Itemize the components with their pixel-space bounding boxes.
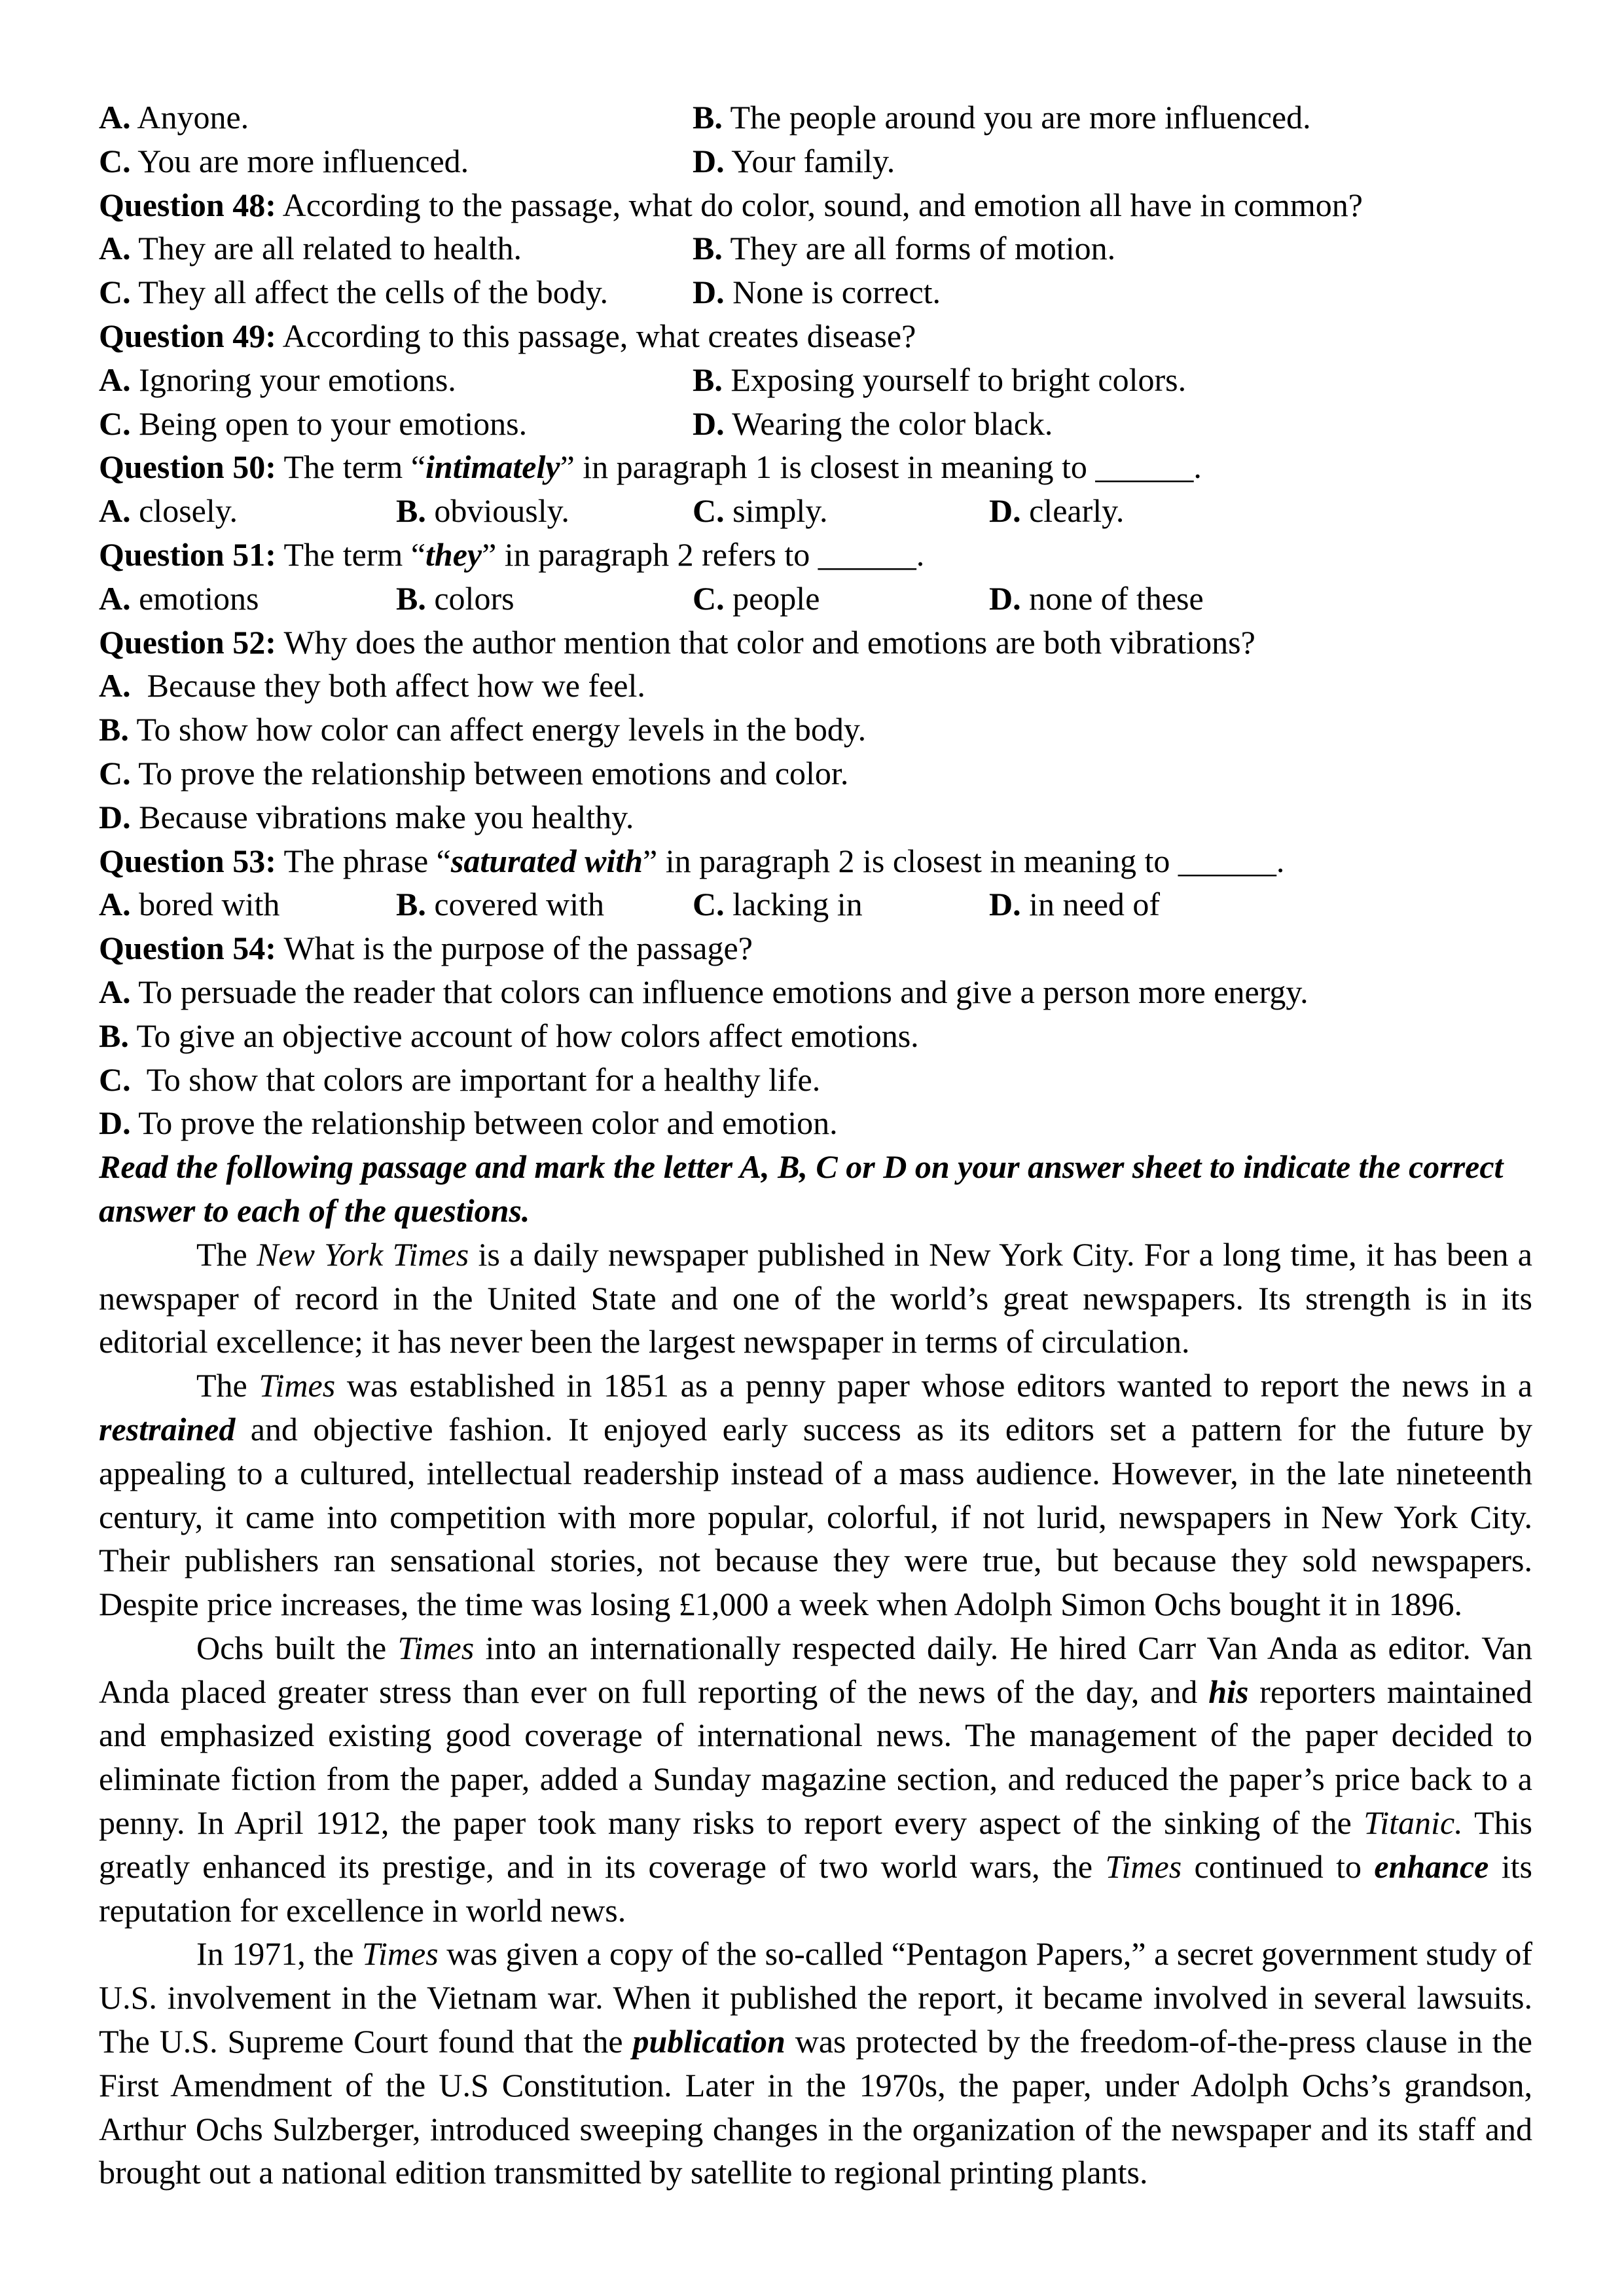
q50-option-d: D. clearly.: [989, 492, 1125, 530]
q50-options: [99, 489, 1532, 533]
q50-option-b: B. obviously.: [396, 492, 569, 530]
q49-option-c: C. Being open to your emotions.: [99, 405, 528, 442]
reading-instruction: Read the following passage and mark the letter A, B, C or D on your answer sheet to indicate the correct answer to each of the questions.: [99, 1148, 1504, 1229]
q52-option-c: C. To prove the relationship between emotions and color.: [99, 754, 849, 792]
q48-option-d: D. None is correct.: [693, 274, 941, 311]
q53-option-c: C. lacking in: [693, 886, 863, 923]
q48-option-c: C. They all affect the cells of the body.: [99, 274, 608, 311]
q49-option-b: B. Exposing yourself to bright colors.: [693, 361, 1187, 398]
q48-option-b: B. They are all forms of motion.: [693, 230, 1116, 267]
exam-page: [99, 96, 1532, 2195]
passage-paragraph-2: The Times was established in 1851 as a penny paper whose editors wanted to report the news in a restrained and objective fashion. It enjoyed early success as its editors set a pattern for the future by appealing to a cultured, intellectual readership instead of a mass audience. However, in the late nineteenth century, it came into competition with more popular, colorful, if not lurid, newspapers in New York City. Their publishers ran sensational stories, not because they were true, but because they sold newspapers. Despite price increases, the time was losing £1,000 a week when Adolph Simon Ochs bought it in 1896.: [99, 1367, 1533, 1623]
q54-option-d: D. To prove the relationship between color and emotion.: [99, 1104, 838, 1142]
q51-option-b: B. colors: [396, 579, 514, 617]
q54-option-c: C. To show that colors are important for a healthy life.: [99, 1061, 821, 1098]
q47-options-row-1: [99, 96, 1532, 139]
q53-option-a: A. bored with: [99, 886, 280, 923]
q47-option-a: A. Anyone.: [99, 99, 249, 136]
q47-option-b: B. The people around you are more influenced.: [693, 99, 1311, 136]
q54-option-a: A. To persuade the reader that colors can influence emotions and give a person more energy.: [99, 973, 1308, 1010]
q48-options-row-2: [99, 270, 1532, 314]
q51-options: [99, 577, 1532, 621]
q52-option-d: D. Because vibrations make you healthy.: [99, 798, 634, 835]
q51-option-d: D. none of these: [989, 579, 1204, 617]
question-50: Question 50: The term “intimately” in paragraph 1 is closest in meaning to ______.: [99, 448, 1202, 486]
question-54: Question 54: What is the purpose of the passage?: [99, 930, 753, 967]
q51-option-a: A. emotions: [99, 579, 259, 617]
q50-option-a: A. closely.: [99, 492, 238, 530]
q49-option-d: D. Wearing the color black.: [693, 405, 1053, 442]
q53-option-b: B. covered with: [396, 886, 604, 923]
question-48: Question 48: According to the passage, what do color, sound, and emotion all have in common?: [99, 186, 1363, 223]
q51-option-c: C. people: [693, 579, 820, 617]
q53-option-d: D. in need of: [989, 886, 1161, 923]
question-52: Question 52: Why does the author mention that color and emotions are both vibrations?: [99, 623, 1255, 661]
q49-option-a: A. Ignoring your emotions.: [99, 361, 456, 398]
q52-option-a: A. Because they both affect how we feel.: [99, 667, 645, 704]
question-51: Question 51: The term “they” in paragraph 2 refers to ______.: [99, 536, 925, 573]
q54-option-b: B. To give an objective account of how colors affect emotions.: [99, 1017, 919, 1054]
q52-option-b: B. To show how color can affect energy levels in the body.: [99, 711, 867, 748]
q47-option-d: D. Your family.: [693, 142, 895, 179]
q49-options-row-2: [99, 402, 1532, 446]
q47-option-c: C. You are more influenced.: [99, 142, 469, 179]
passage-paragraph-4: In 1971, the Times was given a copy of the so-called “Pentagon Papers,” a secret government study of U.S. involvement in the Vietnam war. When it published the report, it became involved in several lawsuits. The U.S. Supreme Court found that the publication was protected by the freedom-of-the-press clause in the First Amendment of the U.S Constitution. Later in the 1970s, the paper, under Adolph Ochs’s grandson, Arthur Ochs Sulzberger, introduced sweeping changes in the organization of the newspaper and its staff and brought out a national edition transmitted by satellite to regional printing plants.: [99, 1935, 1533, 2191]
q49-options-row-1: [99, 358, 1532, 402]
q50-option-c: C. simply.: [693, 492, 828, 530]
q48-options-row-1: [99, 227, 1532, 270]
q53-options: [99, 883, 1532, 926]
passage-paragraph-1: The New York Times is a daily newspaper published in New York City. For a long time, it has been a newspaper of record in the United State and one of the world’s great newspapers. Its strength is in its editorial excellence; it has never been the largest newspaper in terms of circulation.: [99, 1235, 1533, 1360]
q48-option-a: A. They are all related to health.: [99, 230, 522, 267]
question-49: Question 49: According to this passage, what creates disease?: [99, 317, 916, 354]
passage-paragraph-3: Ochs built the Times into an internationally respected daily. He hired Carr Van Anda as editor. Van Anda placed greater stress than ever on full reporting of the news of the day, and his reporters maintained and emphasized existing good coverage of international news. The management of the paper decided to eliminate fiction from the paper, added a Sunday magazine section, and reduced the paper’s price back to a penny. In April 1912, the paper took many risks to report every aspect of the sinking of the Titanic. This greatly enhanced its prestige, and in its coverage of two world wars, the Times continued to enhance its reputation for excellence in world news.: [99, 1629, 1532, 1929]
q47-options-row-2: [99, 139, 1532, 183]
question-53: Question 53: The phrase “saturated with” in paragraph 2 is closest in meaning to ______.: [99, 842, 1285, 879]
